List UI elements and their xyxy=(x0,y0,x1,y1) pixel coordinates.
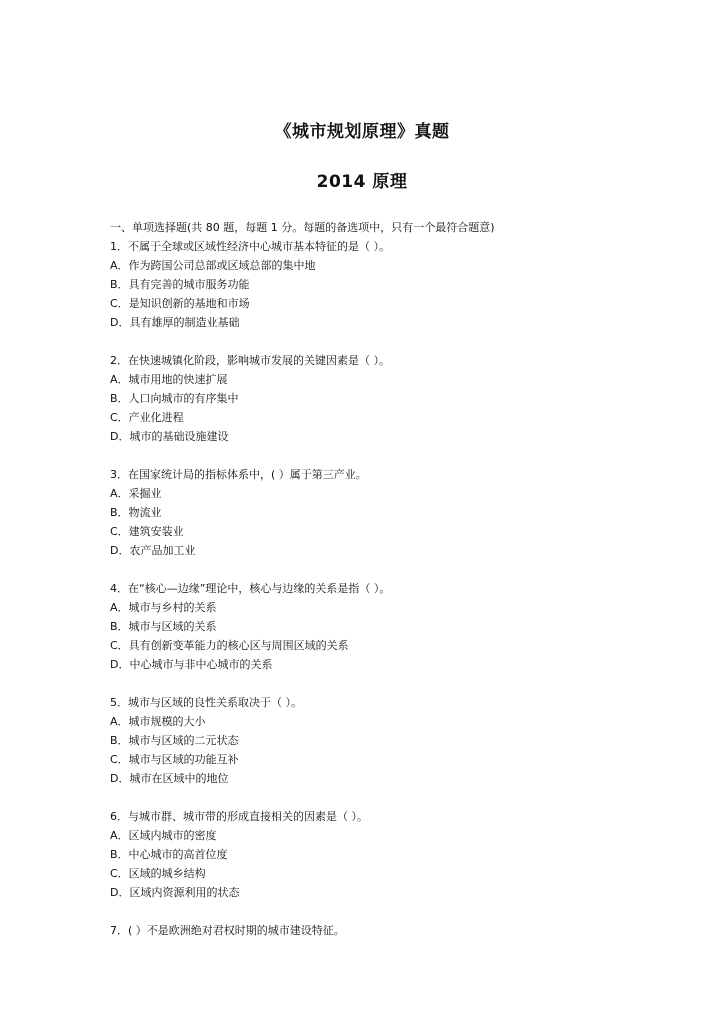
document-subtitle: 2014 原理 xyxy=(316,172,408,192)
question-stem: 1．不属于全球或区域性经济中心城市基本特征的是（ ）。 xyxy=(110,240,390,253)
option-b: B．城市与区域的二元状态 xyxy=(110,734,239,747)
option-b: B．具有完善的城市服务功能 xyxy=(110,278,250,291)
option-c: C．区域的城乡结构 xyxy=(110,867,206,880)
option-d: D．城市的基础设施建设 xyxy=(110,430,229,443)
option-c: C．城市与区域的功能互补 xyxy=(110,753,239,766)
option-c: C．具有创新变革能力的核心区与周围区域的关系 xyxy=(110,639,349,652)
option-d: D．中心城市与非中心城市的关系 xyxy=(110,658,273,671)
option-d: D．城市在区域中的地位 xyxy=(110,772,229,785)
option-d: D．区域内资源利用的状态 xyxy=(110,886,240,899)
option-c: C．产业化进程 xyxy=(110,411,184,424)
option-a: A．城市与乡村的关系 xyxy=(110,601,217,614)
option-a: A．区域内城市的密度 xyxy=(110,829,217,842)
exam-content xyxy=(110,218,670,959)
question-2 xyxy=(110,351,670,446)
question-1 xyxy=(110,237,670,332)
option-c: C．建筑安装业 xyxy=(110,525,184,538)
section-heading: 一、单项选择题(共 80 题，每题 1 分。每题的备选项中，只有一个最符合题意) xyxy=(110,221,495,234)
option-a: A．采掘业 xyxy=(110,487,162,500)
question-7 xyxy=(110,921,670,940)
option-d: D．农产品加工业 xyxy=(110,544,196,557)
question-stem: 6．与城市群、城市带的形成直接相关的因素是（ ）。 xyxy=(110,810,368,823)
option-b: B．物流业 xyxy=(110,506,162,519)
option-a: A．城市用地的快速扩展 xyxy=(110,373,228,386)
option-b: B．人口向城市的有序集中 xyxy=(110,392,239,405)
question-stem: 4．在“核心—边缘”理论中，核心与边缘的关系是指（ ）。 xyxy=(110,582,391,595)
question-6 xyxy=(110,807,670,902)
option-b: B．城市与区域的关系 xyxy=(110,620,217,633)
option-b: B．中心城市的高首位度 xyxy=(110,848,228,861)
option-a: A．城市规模的大小 xyxy=(110,715,206,728)
option-c: C．是知识创新的基地和市场 xyxy=(110,297,250,310)
question-stem: 3．在国家统计局的指标体系中，( ）属于第三产业。 xyxy=(110,468,367,481)
question-stem: 7．( ）不是欧洲绝对君权时期的城市建设特征。 xyxy=(110,924,345,937)
document-title: 《城市规划原理》真题 xyxy=(274,122,450,142)
option-d: D．具有雄厚的制造业基础 xyxy=(110,316,240,329)
question-3 xyxy=(110,465,670,560)
question-4 xyxy=(110,579,670,674)
question-5 xyxy=(110,693,670,788)
question-stem: 2．在快速城镇化阶段，影响城市发展的关键因素是（ ）。 xyxy=(110,354,390,367)
option-a: A．作为跨国公司总部或区域总部的集中地 xyxy=(110,259,316,272)
question-stem: 5．城市与区域的良性关系取决于（ ）。 xyxy=(110,696,302,709)
